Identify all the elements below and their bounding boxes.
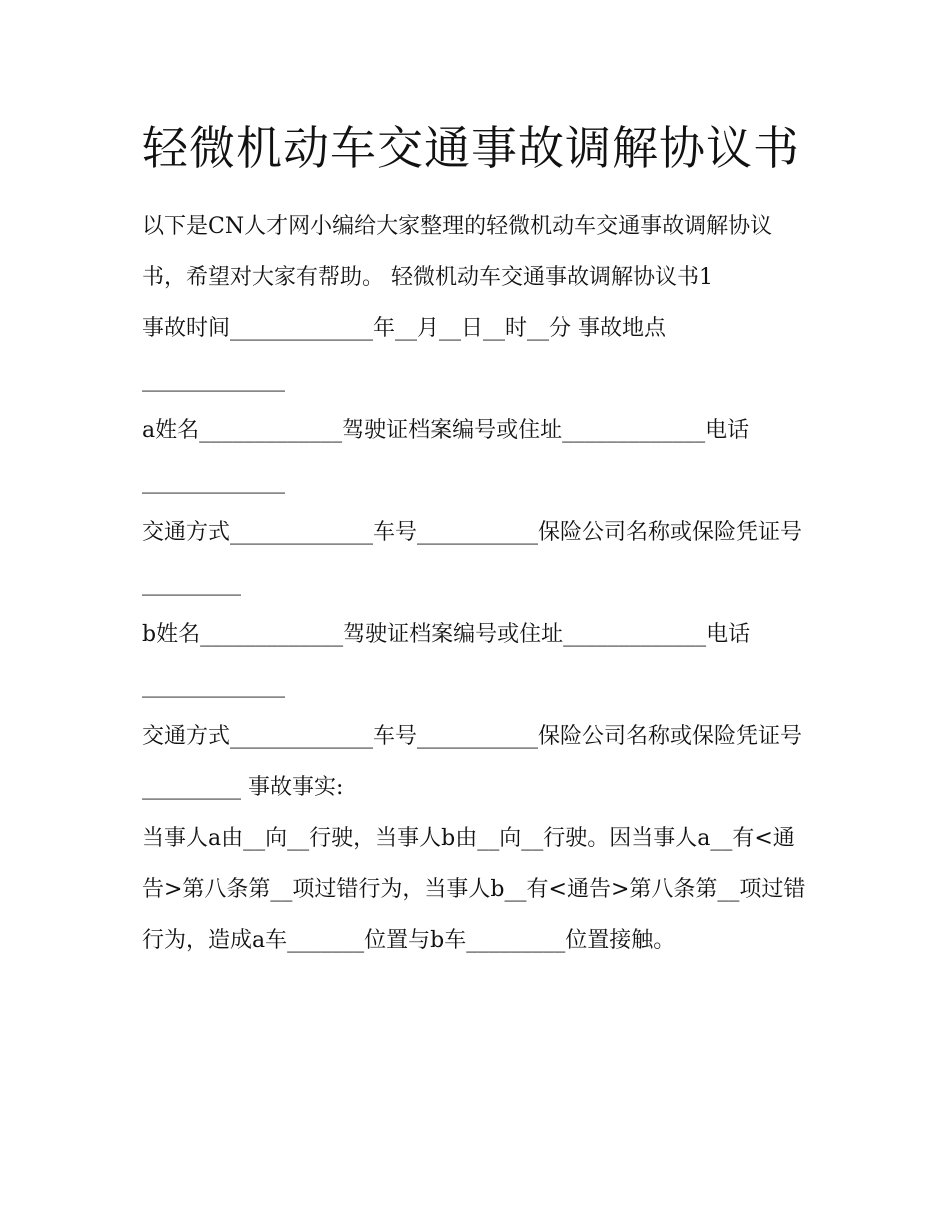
document-title: 轻微机动车交通事故调解协议书 <box>142 121 800 175</box>
accident-time-line: 事故时间_____________年__月__日__时__分 事故地点_____________ <box>142 316 666 392</box>
party-b-info-line: b姓名_____________驾驶证档案编号或住址_____________电话_____________ <box>142 622 751 698</box>
intro-paragraph: 以下是CN人才网小编给大家整理的轻微机动车交通事故调解协议书，希望对大家有帮助。 轻微机动车交通事故调解协议书1 <box>142 214 773 290</box>
document-page <box>142 112 807 966</box>
party-b-vehicle-line: 交通方式_____________车号___________保险公司名称或保险凭证号_________ 事故事实: <box>142 724 803 800</box>
accident-facts-paragraph: 当事人a由__向__行驶，当事人b由__向__行驶。因当事人a__有<通告>第八条第__项过错行为，当事人b__有<通告>第八条第__项过错行为，造成a车_______位置与b车_________位置接触。 <box>142 826 806 953</box>
party-a-vehicle-line: 交通方式_____________车号___________保险公司名称或保险凭证号_________ <box>142 520 803 596</box>
party-a-info-line: a姓名_____________驾驶证档案编号或住址_____________电话_____________ <box>142 418 750 494</box>
